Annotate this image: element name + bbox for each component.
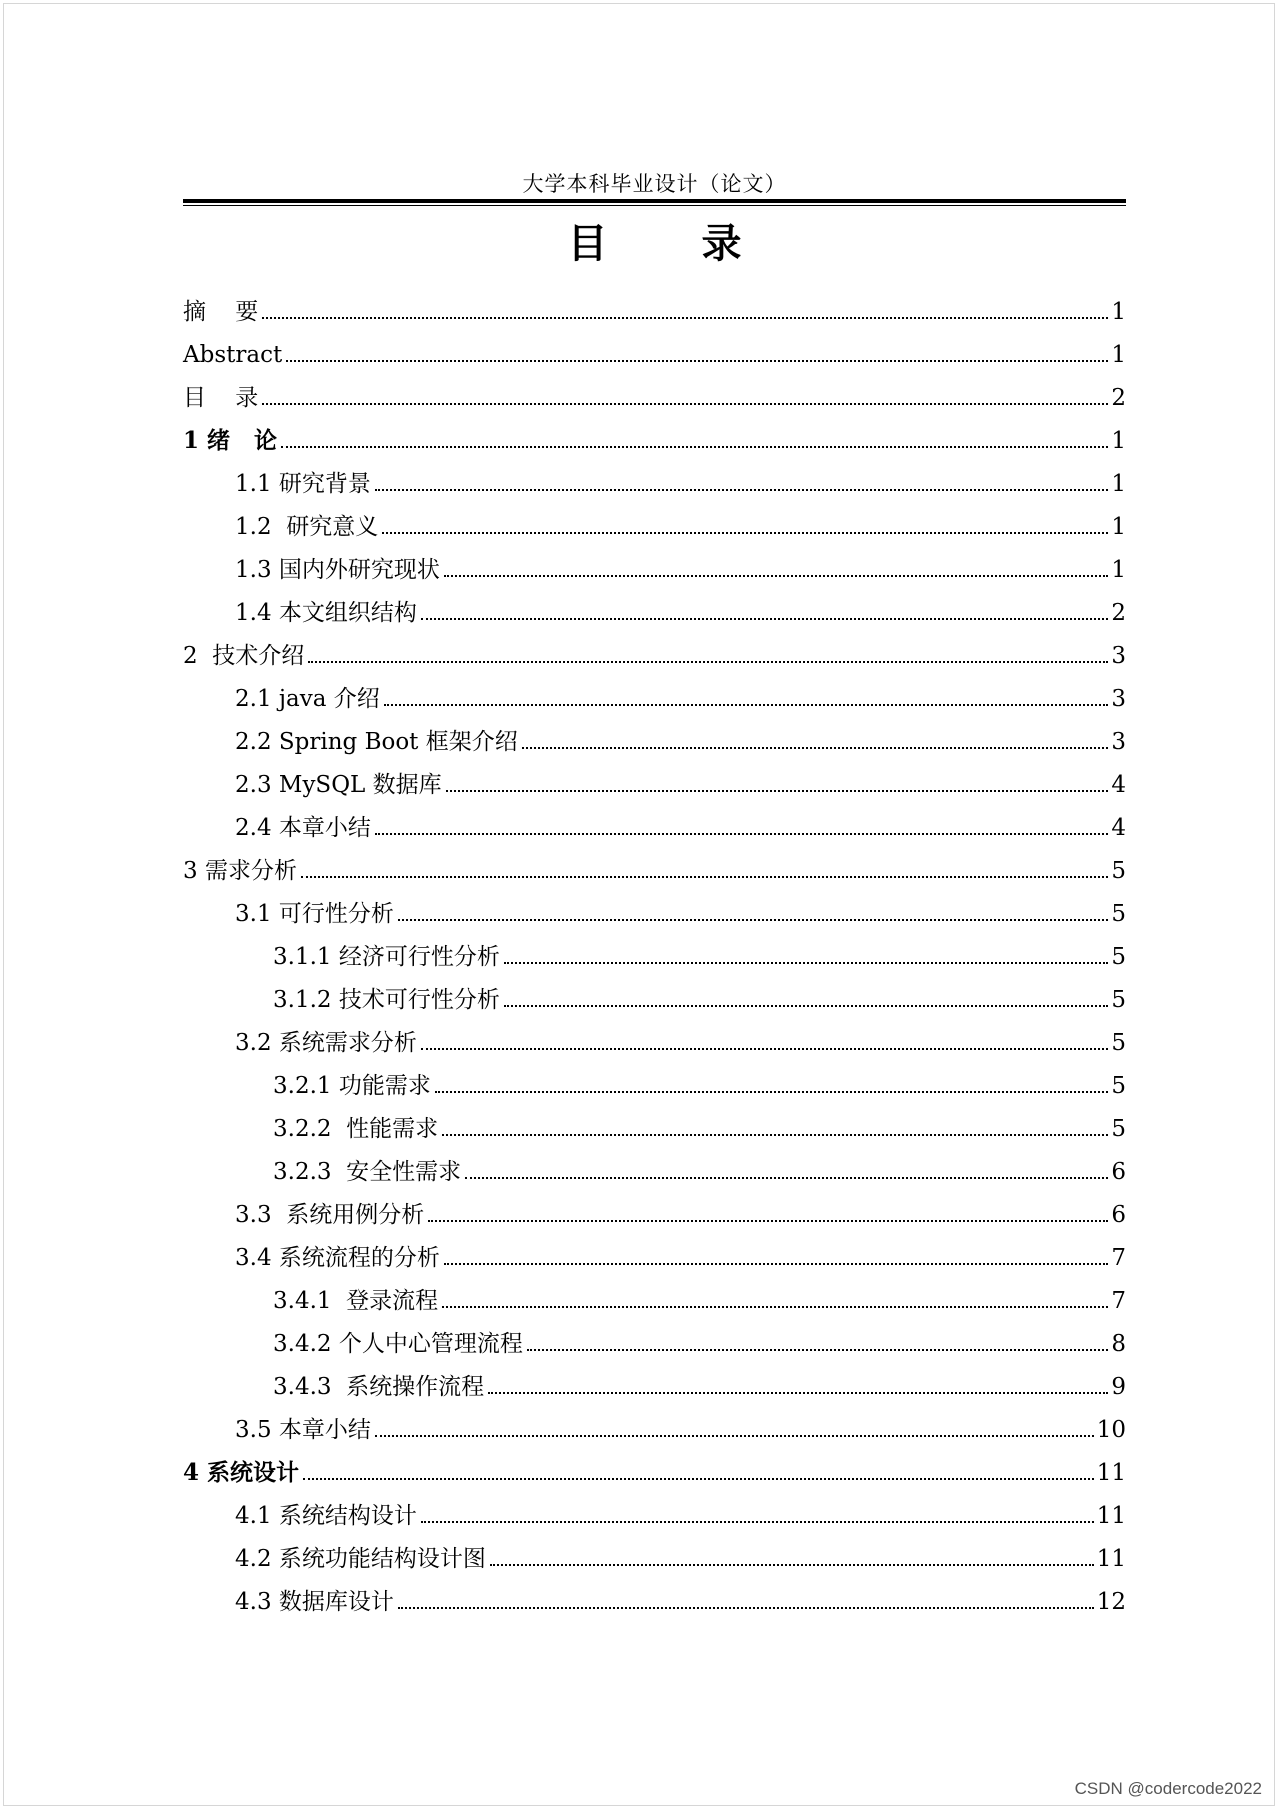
toc-dot-leader — [522, 747, 1109, 749]
toc-page-number: 5 — [1111, 1030, 1126, 1056]
toc-page-number: 6 — [1111, 1202, 1126, 1228]
toc-page-number: 5 — [1111, 1116, 1126, 1142]
toc-dot-leader — [301, 876, 1108, 878]
toc-entry[interactable] — [183, 413, 1126, 456]
toc-dot-leader — [398, 919, 1108, 921]
toc-entry-label: 3.4.1 登录流程 — [273, 1288, 439, 1314]
toc-dot-leader — [303, 1478, 1094, 1480]
toc-entry[interactable] — [183, 1101, 1126, 1144]
toc-entry-label: 2 技术介绍 — [183, 643, 305, 669]
toc-dot-leader — [488, 1392, 1108, 1394]
toc-page-number: 3 — [1111, 686, 1126, 712]
toc-entry[interactable] — [183, 628, 1126, 671]
toc-dot-leader — [504, 962, 1109, 964]
toc-entry-label: 3.1.2 技术可行性分析 — [273, 987, 500, 1013]
toc-page-number: 6 — [1111, 1159, 1126, 1185]
toc-dot-leader — [444, 575, 1108, 577]
toc-entry[interactable] — [183, 1273, 1126, 1316]
toc-entry[interactable] — [183, 800, 1126, 843]
document-header: 大学本科毕业设计（论文） — [522, 172, 787, 196]
toc-entry[interactable] — [183, 1230, 1126, 1273]
toc-page-number: 4 — [1111, 772, 1126, 798]
toc-entry[interactable] — [183, 370, 1126, 413]
toc-page-number: 1 — [1111, 299, 1126, 325]
toc-entry-label: 3.3 系统用例分析 — [235, 1202, 425, 1228]
toc-entry-label: 摘 要 — [183, 299, 259, 325]
toc-page-number: 3 — [1111, 729, 1126, 755]
toc-page-number: 5 — [1111, 1073, 1126, 1099]
toc-dot-leader — [527, 1349, 1109, 1351]
toc-dot-leader — [465, 1177, 1108, 1179]
toc-page-number: 7 — [1111, 1288, 1126, 1314]
toc-page-number: 7 — [1111, 1245, 1126, 1271]
toc-entry[interactable] — [183, 499, 1126, 542]
toc-dot-leader — [504, 1005, 1109, 1007]
toc-page-number: 4 — [1111, 815, 1126, 841]
table-of-contents — [183, 284, 1126, 1617]
toc-page-number: 2 — [1111, 600, 1126, 626]
toc-entry[interactable] — [183, 456, 1126, 499]
toc-dot-leader — [398, 1607, 1094, 1609]
toc-entry-label: 3.2 系统需求分析 — [235, 1030, 417, 1056]
toc-dot-leader — [286, 360, 1108, 362]
toc-page-number: 5 — [1111, 858, 1126, 884]
toc-entry-label: 4 系统设计 — [183, 1459, 300, 1486]
toc-entry[interactable] — [183, 1445, 1126, 1488]
toc-page-number: 10 — [1096, 1417, 1126, 1443]
toc-dot-leader — [262, 317, 1108, 319]
toc-entry-label: 1.1 研究背景 — [235, 471, 371, 497]
toc-page-number: 9 — [1111, 1374, 1126, 1400]
toc-entry[interactable] — [183, 671, 1126, 714]
toc-entry[interactable] — [183, 1316, 1126, 1359]
toc-page-number: 5 — [1111, 944, 1126, 970]
toc-entry-label: 3.5 本章小结 — [235, 1417, 371, 1443]
toc-page-number: 8 — [1111, 1331, 1126, 1357]
toc-entry-label: Abstract — [183, 342, 283, 368]
toc-entry-label: 2.4 本章小结 — [235, 815, 371, 841]
toc-dot-leader — [308, 661, 1108, 663]
toc-page-number: 5 — [1111, 901, 1126, 927]
toc-dot-leader — [444, 1263, 1108, 1265]
toc-dot-leader — [442, 1306, 1108, 1308]
toc-entry-label: 目 录 — [183, 385, 259, 411]
toc-entry[interactable] — [183, 284, 1126, 327]
toc-entry[interactable] — [183, 843, 1126, 886]
toc-entry-label: 2.2 Spring Boot 框架介绍 — [235, 729, 518, 755]
toc-dot-leader — [428, 1220, 1108, 1222]
toc-page-number: 1 — [1111, 471, 1126, 497]
toc-entry[interactable] — [183, 327, 1126, 370]
toc-entry[interactable] — [183, 1359, 1126, 1402]
toc-entry-label: 1.4 本文组织结构 — [235, 600, 417, 626]
toc-entry[interactable] — [183, 714, 1126, 757]
toc-entry-label: 4.3 数据库设计 — [235, 1589, 394, 1615]
toc-entry-label: 3.4.2 个人中心管理流程 — [273, 1331, 523, 1357]
toc-page-number: 1 — [1111, 342, 1126, 368]
toc-entry[interactable] — [183, 886, 1126, 929]
toc-page-number: 3 — [1111, 643, 1126, 669]
toc-entry-label: 3 需求分析 — [183, 858, 297, 884]
csdn-watermark: CSDN @codercode2022 — [1074, 1779, 1262, 1798]
toc-entry-label: 3.4.3 系统操作流程 — [273, 1374, 485, 1400]
toc-dot-leader — [375, 833, 1108, 835]
toc-page-number: 1 — [1111, 557, 1126, 583]
toc-dot-leader — [384, 704, 1109, 706]
toc-page-number: 11 — [1096, 1546, 1126, 1572]
toc-entry-label: 1 绪 论 — [183, 427, 278, 454]
toc-dot-leader — [375, 1435, 1094, 1437]
toc-entry[interactable] — [183, 1488, 1126, 1531]
toc-dot-leader — [435, 1091, 1109, 1093]
toc-page-number: 12 — [1096, 1589, 1126, 1615]
toc-page-number: 1 — [1111, 428, 1126, 454]
toc-entry[interactable] — [183, 1402, 1126, 1445]
toc-entry-label: 3.2.2 性能需求 — [273, 1116, 439, 1142]
toc-entry-label: 1.2 研究意义 — [235, 514, 379, 540]
toc-entry-label: 1.3 国内外研究现状 — [235, 557, 440, 583]
toc-entry-label: 3.2.3 安全性需求 — [273, 1159, 462, 1185]
toc-entry[interactable] — [183, 757, 1126, 800]
toc-page-number: 11 — [1096, 1460, 1126, 1486]
toc-dot-leader — [421, 618, 1108, 620]
toc-dot-leader — [421, 1521, 1094, 1523]
toc-entry-label: 2.1 java 介绍 — [235, 686, 380, 712]
toc-entry[interactable] — [183, 585, 1126, 628]
toc-entry[interactable] — [183, 1187, 1126, 1230]
toc-dot-leader — [446, 790, 1109, 792]
toc-entry[interactable] — [183, 1015, 1126, 1058]
toc-entry-label: 2.3 MySQL 数据库 — [235, 772, 442, 798]
toc-entry[interactable] — [183, 1531, 1126, 1574]
toc-dot-leader — [490, 1564, 1094, 1566]
toc-dot-leader — [281, 446, 1108, 448]
toc-dot-leader — [262, 403, 1108, 405]
toc-dot-leader — [382, 532, 1108, 534]
toc-entry[interactable] — [183, 1144, 1126, 1187]
toc-entry[interactable] — [183, 929, 1126, 972]
toc-entry-label: 3.4 系统流程的分析 — [235, 1245, 440, 1271]
toc-page-number: 5 — [1111, 987, 1126, 1013]
header-rule — [183, 199, 1126, 203]
toc-page-number: 2 — [1111, 385, 1126, 411]
toc-entry[interactable] — [183, 542, 1126, 585]
header-rule-thin — [183, 205, 1126, 206]
toc-dot-leader — [442, 1134, 1108, 1136]
toc-entry-label: 4.2 系统功能结构设计图 — [235, 1546, 486, 1572]
toc-dot-leader — [375, 489, 1108, 491]
toc-entry-label: 3.2.1 功能需求 — [273, 1073, 431, 1099]
toc-title: 目 录 — [567, 220, 782, 267]
toc-entry[interactable] — [183, 1574, 1126, 1617]
toc-page-number: 11 — [1096, 1503, 1126, 1529]
toc-entry-label: 4.1 系统结构设计 — [235, 1503, 417, 1529]
toc-entry-label: 3.1 可行性分析 — [235, 901, 394, 927]
toc-page-number: 1 — [1111, 514, 1126, 540]
toc-entry[interactable] — [183, 1058, 1126, 1101]
toc-entry-label: 3.1.1 经济可行性分析 — [273, 944, 500, 970]
toc-dot-leader — [421, 1048, 1108, 1050]
toc-entry[interactable] — [183, 972, 1126, 1015]
